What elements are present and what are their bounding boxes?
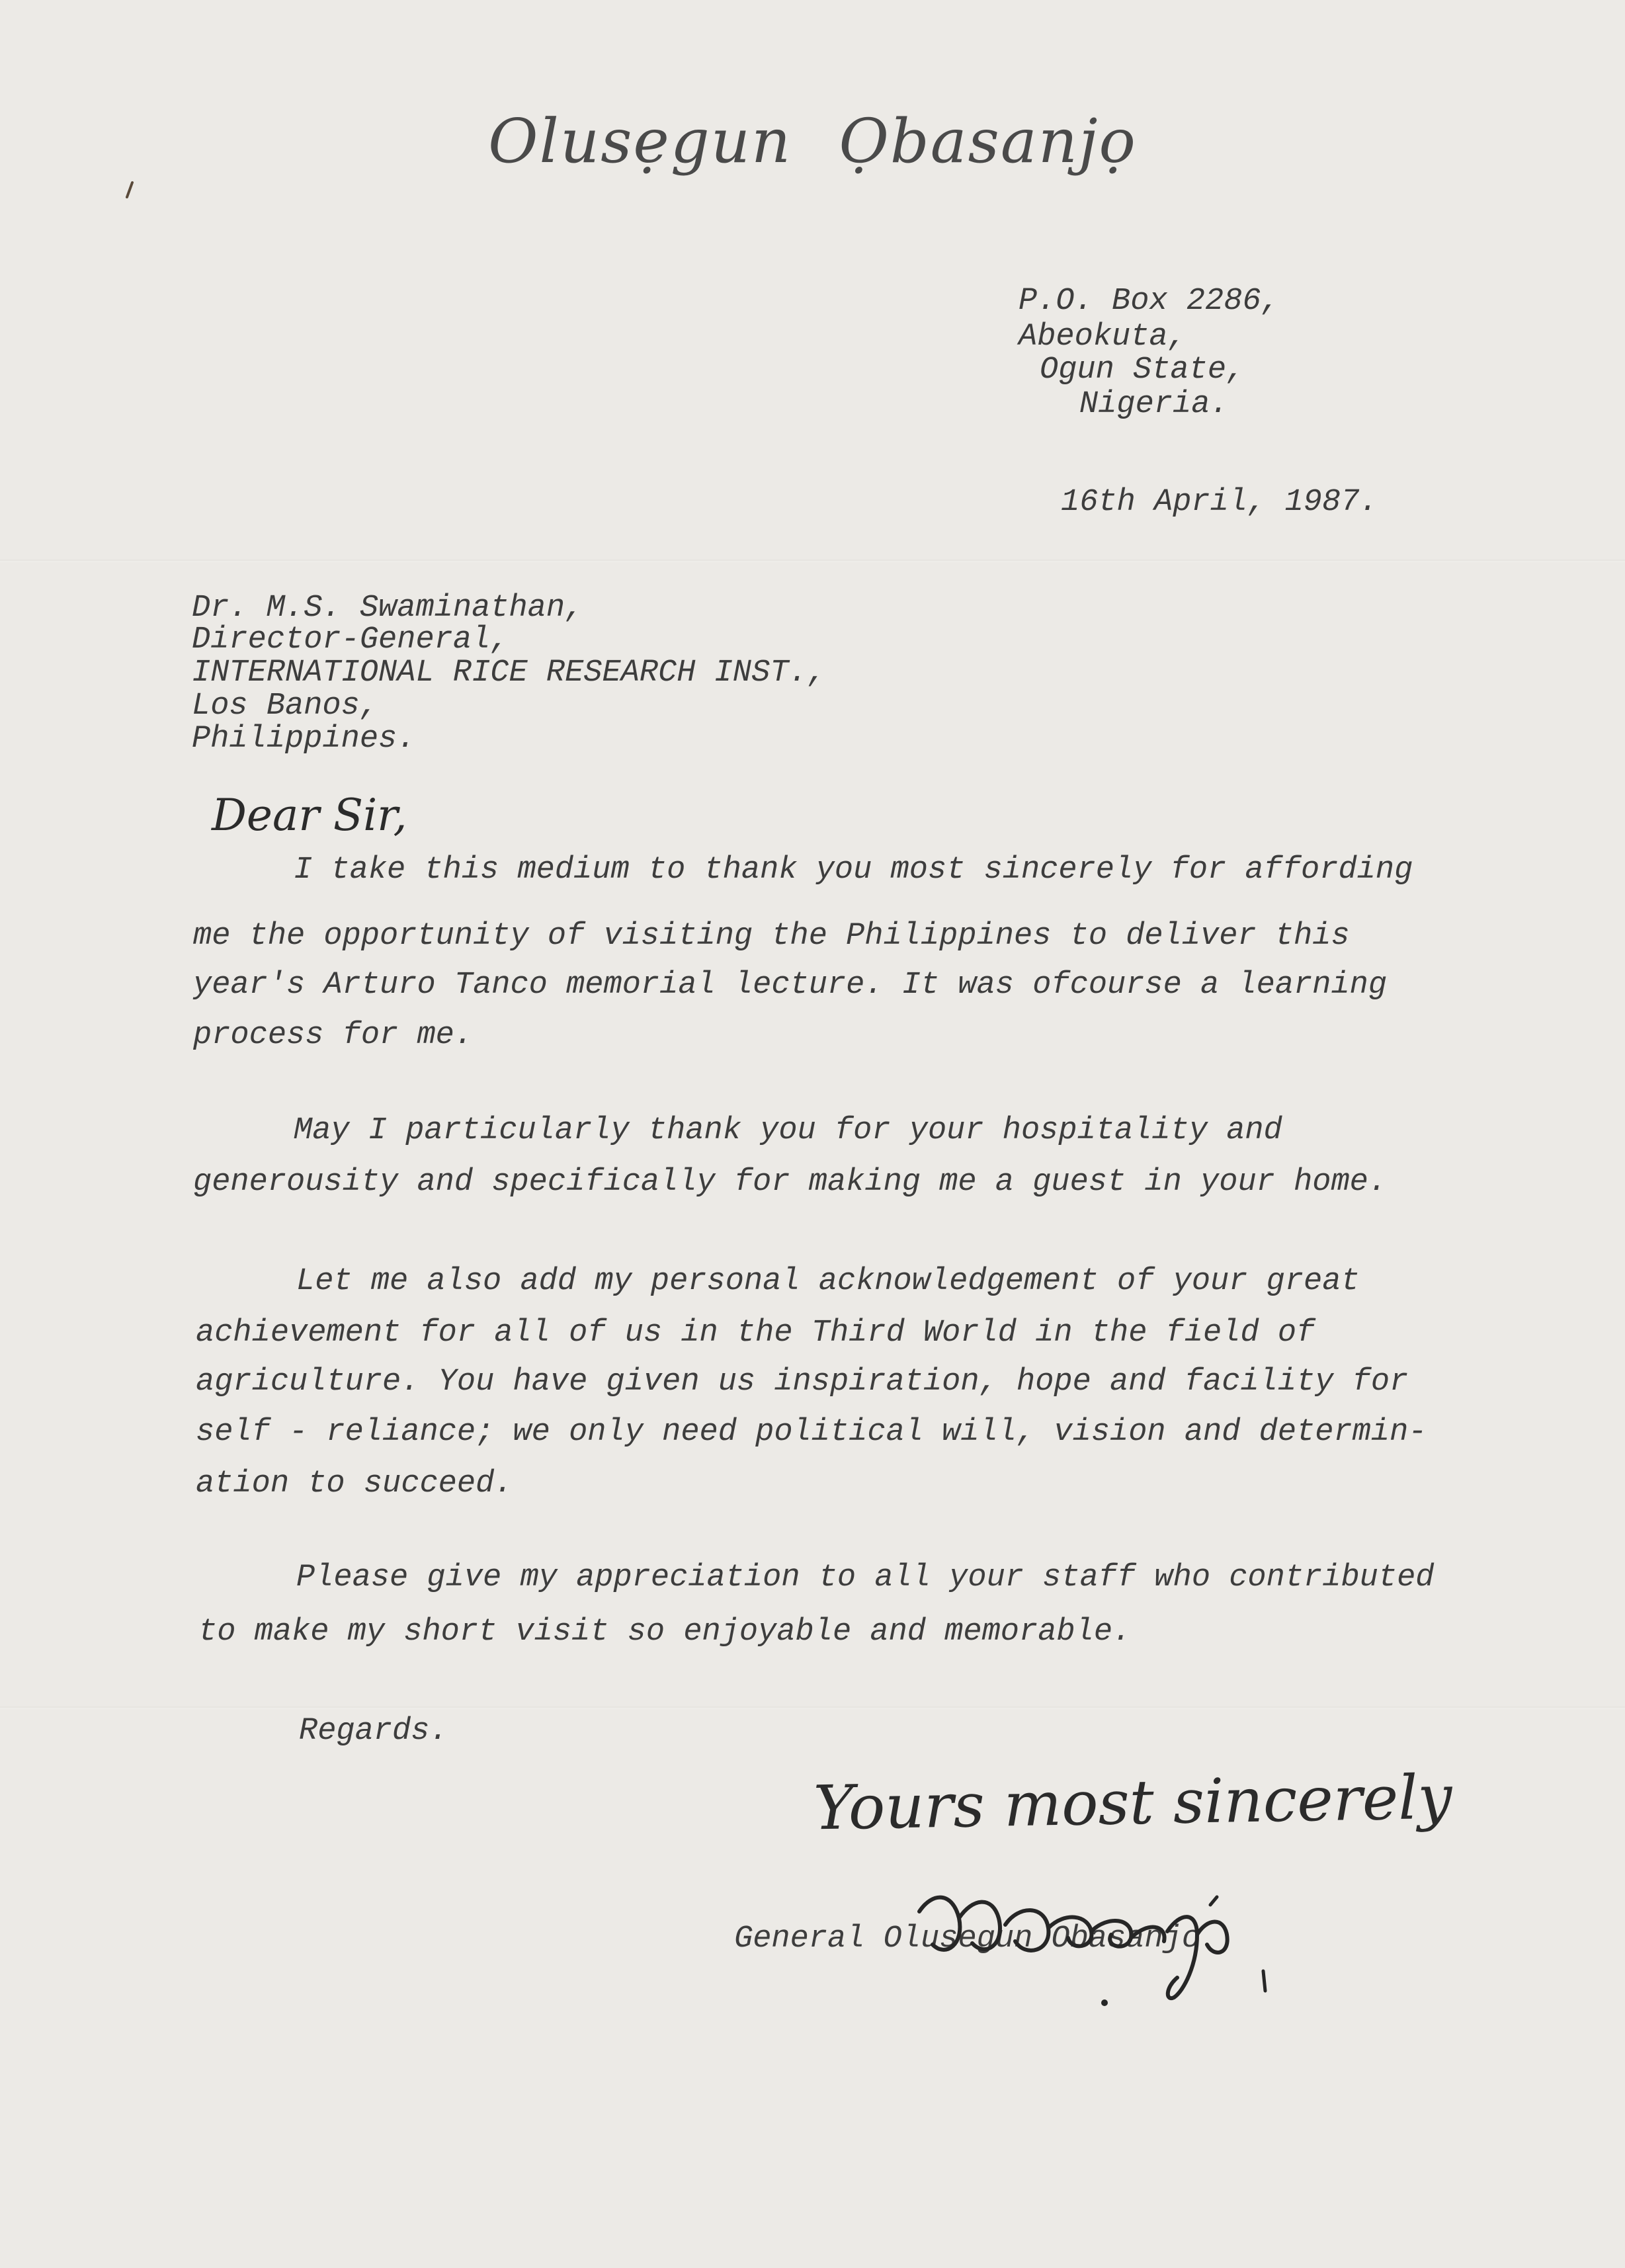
ink-mark xyxy=(123,180,136,200)
body-line: process for me. xyxy=(193,1018,474,1053)
body-line: achievement for all of us in the Third World in the field of xyxy=(196,1316,1315,1351)
body-line: Let me also add my personal acknowledgement of your great xyxy=(296,1264,1360,1299)
complimentary-close: Yours most sincerely xyxy=(813,1761,1453,1844)
body-line: Please give my appreciation to all your staff who contributed xyxy=(296,1560,1435,1595)
body-line: self - reliance; we only need political will, vision and determin- xyxy=(196,1415,1427,1450)
body-line: ation to succeed. xyxy=(196,1466,513,1501)
recipient-line: INTERNATIONAL RICE RESEARCH INST., xyxy=(192,655,826,691)
paper-fold-line xyxy=(0,1706,1625,1709)
recipient-line: Dr. M.S. Swaminathan, xyxy=(192,591,584,626)
address-line: P.O. Box 2286, xyxy=(1019,284,1280,319)
body-line: agriculture. You have given us inspiration, hope and facility for xyxy=(196,1365,1409,1400)
address-line: Ogun State, xyxy=(1040,353,1245,388)
letter-date: 16th April, 1987. xyxy=(1061,485,1378,520)
body-line: year's Arturo Tanco memorial lecture. It was ofcourse a learning xyxy=(193,968,1388,1003)
salutation: Dear Sir, xyxy=(212,790,407,841)
address-line: Abeokuta, xyxy=(1019,319,1187,355)
body-line: generousity and specifically for making me a guest in your home. xyxy=(193,1165,1388,1200)
address-line: Nigeria. xyxy=(1079,387,1229,422)
letterhead-name: Olusẹgun Ọbasanjọ xyxy=(488,106,1137,177)
recipient-line: Director-General, xyxy=(192,622,509,657)
paper-fold-line xyxy=(0,560,1625,562)
handwritten-signature xyxy=(906,1865,1276,2017)
regards: Regards. xyxy=(299,1714,448,1749)
typed-signature-name: General Olusegun Obasanjo xyxy=(734,1921,1201,1956)
body-line: May I particularly thank you for your hospitality and xyxy=(294,1113,1282,1148)
body-line: to make my short visit so enjoyable and memorable. xyxy=(198,1615,1132,1650)
recipient-line: Philippines. xyxy=(192,722,416,757)
recipient-line: Los Banos, xyxy=(192,689,379,724)
body-line: I take this medium to thank you most sincerely for affording xyxy=(294,853,1413,888)
body-line: me the opportunity of visiting the Philippines to deliver this xyxy=(193,919,1350,954)
